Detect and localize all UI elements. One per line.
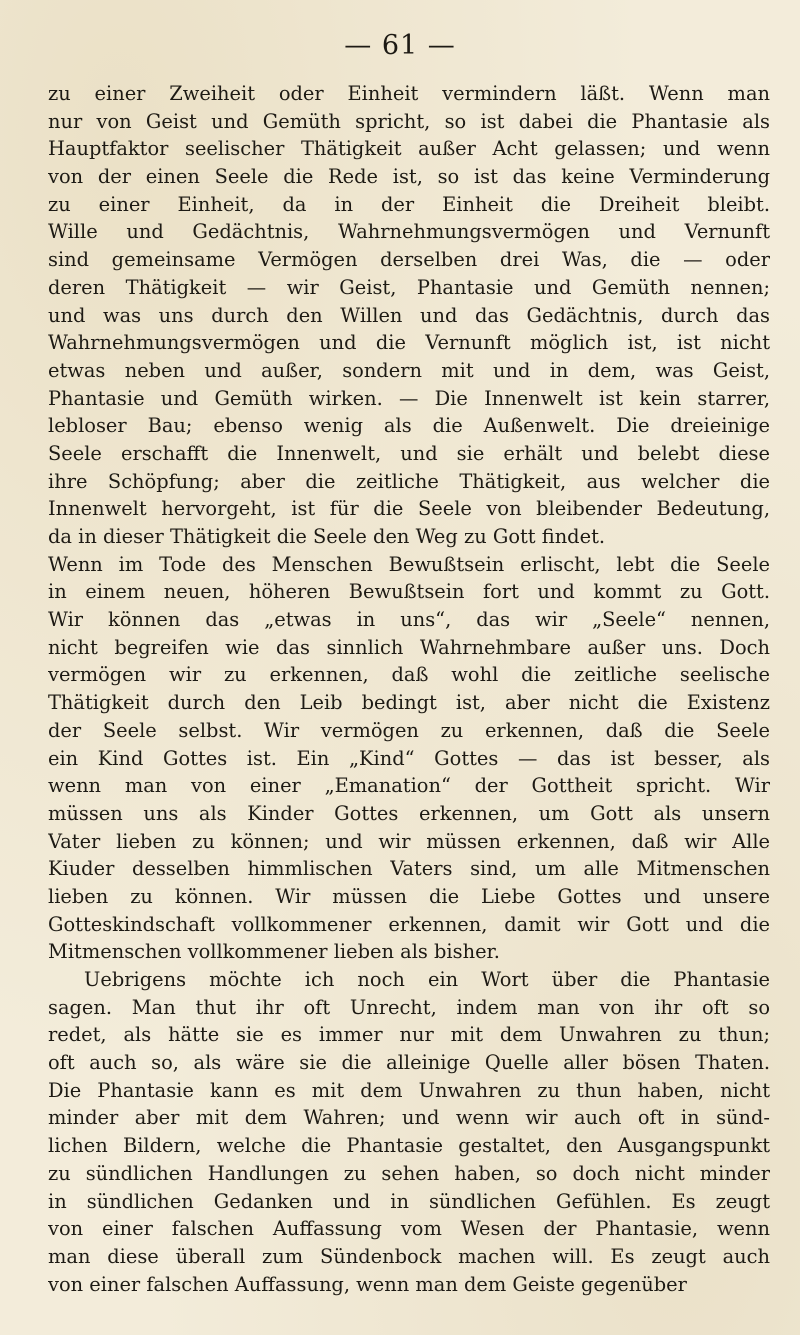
text-line: Wir können das „etwas in uns“, das wir „Seele“ nennen,	[48, 608, 770, 632]
text-line: Uebrigens möchte ich noch ein Wort über die Phantasie	[84, 968, 770, 991]
text-line: etwas neben und außer, sondern mit und in dem, was Geist,	[48, 358, 770, 382]
text-line: oft auch so, als wäre sie die alleinige Quelle aller bösen Thaten.	[48, 1051, 770, 1075]
text-line: Wille und Gedächtnis, Wahrnehmungsvermögen und Vernunft	[48, 220, 770, 244]
text-line: von einer falschen Auffassung vom Wesen der Phantasie, wenn	[48, 1217, 770, 1241]
text-line: zu sündlichen Handlungen zu sehen haben, so doch nicht minder	[48, 1161, 770, 1185]
text-line: müssen uns als Kinder Gottes erkennen, um Gott als unsern	[48, 801, 770, 825]
text-line: und was uns durch den Willen und das Gedächtnis, durch das	[48, 303, 770, 327]
text-line: lichen Bildern, welche die Phantasie gestaltet, den Ausgangspunkt	[48, 1134, 770, 1158]
page-number: — 61 —	[344, 30, 456, 61]
text-line: Hauptfaktor seelischer Thätigkeit außer Acht gelassen; und wenn	[48, 137, 770, 161]
text-line: Innenwelt hervorgeht, ist für die Seele von bleibender Bedeutung,	[48, 497, 770, 521]
text-line: Wahrnehmungsvermögen und die Vernunft möglich ist, ist nicht	[48, 331, 770, 355]
text-line: von der einen Seele die Rede ist, so ist das keine Verminderung	[48, 165, 770, 189]
text-line: Gotteskindschaft vollkommener erkennen, damit wir Gott und die	[48, 912, 770, 936]
text-line: wenn man von einer „Emanation“ der Gottheit spricht. Wir	[48, 774, 770, 798]
text-line: da in dieser Thätigkeit die Seele den Weg zu Gott findet.	[48, 525, 606, 548]
text-line: lebloser Bau; ebenso wenig als die Außenwelt. Die dreieinige	[48, 414, 770, 438]
text-line: deren Thätigkeit — wir Geist, Phantasie und Gemüth nennen;	[48, 275, 770, 299]
body-text	[48, 80, 770, 1298]
text-line: zu einer Zweiheit oder Einheit vermindern läßt. Wenn man	[48, 82, 770, 105]
text-line: Thätigkeit durch den Leib bedingt ist, aber nicht die Existenz	[48, 691, 770, 715]
text-line: redet, als hätte sie es immer nur mit dem Unwahren zu thun;	[48, 1023, 770, 1047]
text-line: Mitmenschen vollkommener lieben als bisher.	[48, 940, 500, 964]
text-line: sind gemeinsame Vermögen derselben drei Was, die — oder	[48, 248, 770, 272]
text-line: sagen. Man thut ihr oft Unrecht, indem man von ihr oft so	[48, 995, 770, 1019]
text-line: in sündlichen Gedanken und in sündlichen Gefühlen. Es zeugt	[48, 1189, 770, 1213]
text-line: Wenn im Tode des Menschen Bewußtsein erlischt, lebt die Seele	[48, 552, 770, 576]
text-line: minder aber mit dem Wahren; und wenn wir auch oft in sünd-	[48, 1106, 770, 1130]
text-line: vermögen wir zu erkennen, daß wohl die zeitliche seelische	[48, 663, 770, 687]
text-line: zu einer Einheit, da in der Einheit die Dreiheit bleibt.	[48, 192, 770, 216]
text-line: Vater lieben zu können; und wir müssen erkennen, daß wir Alle	[48, 829, 770, 853]
text-line: man diese überall zum Sündenbock machen will. Es zeugt auch	[48, 1244, 770, 1268]
text-line: ihre Schöpfung; aber die zeitliche Thätigkeit, aus welcher die	[48, 469, 770, 493]
text-line: Die Phantasie kann es mit dem Unwahren zu thun haben, nicht	[48, 1078, 770, 1102]
text-line: der Seele selbst. Wir vermögen zu erkennen, daß die Seele	[48, 718, 770, 742]
text-line: Kiuder desselben himmlischen Vaters sind, um alle Mitmenschen	[48, 857, 770, 881]
text-line: lieben zu können. Wir müssen die Liebe Gottes und unsere	[48, 884, 770, 908]
text-line: Phantasie und Gemüth wirken. — Die Innenwelt ist kein starrer,	[48, 386, 770, 410]
text-line: nicht begreifen wie das sinnlich Wahrnehmbare außer uns. Doch	[48, 635, 770, 659]
text-line: ein Kind Gottes ist. Ein „Kind“ Gottes — das ist besser, als	[48, 746, 770, 770]
text-line: von einer falschen Auffassung, wenn man dem Geiste gegenüber	[48, 1272, 687, 1296]
text-line: nur von Geist und Gemüth spricht, so ist dabei die Phantasie als	[48, 109, 770, 133]
text-line: Seele erschafft die Innenwelt, und sie erhält und belebt diese	[48, 441, 770, 465]
text-line: in einem neuen, höheren Bewußtsein fort und kommt zu Gott.	[48, 580, 770, 604]
